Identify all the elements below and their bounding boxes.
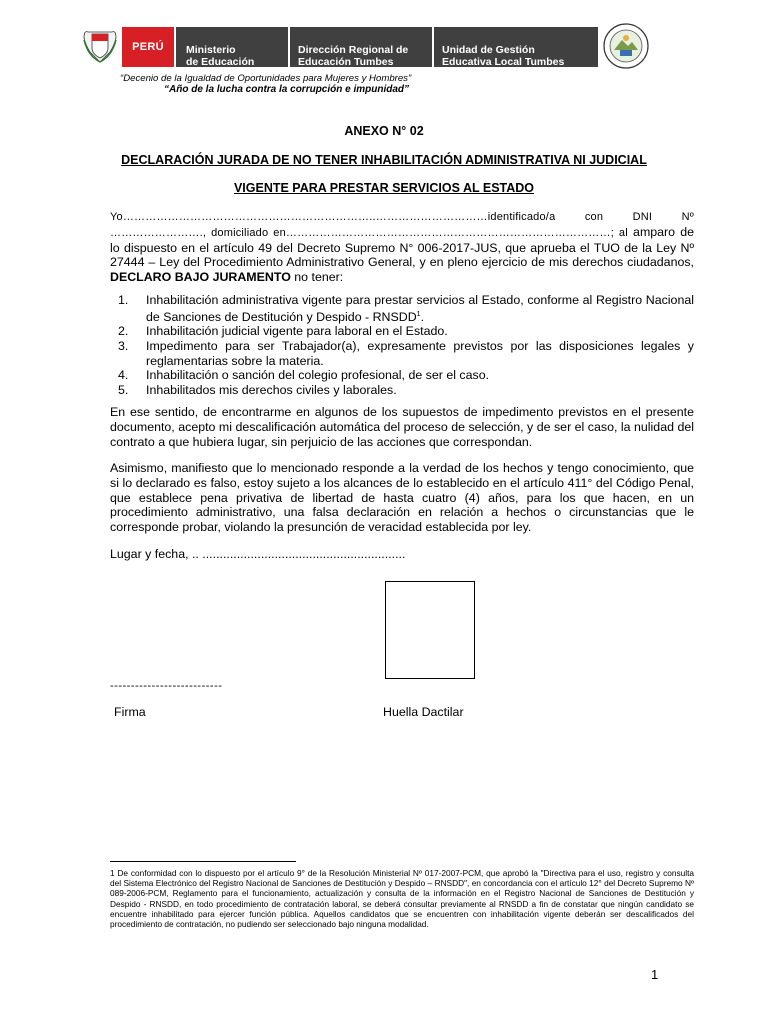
list-item-tail: . bbox=[420, 309, 425, 324]
list-item-text: Inhabilitación o sanción del colegio profesional, de ser el caso. bbox=[146, 368, 490, 383]
consequence-paragraph: En ese sentido, de encontrarme en algunos de los supuestos de impedimento previstos en el presente documento, acepto mi descalificación automática del proceso de selección, y de ser el caso, la nulidad del contrato a que hubiera lugar, sin perjuicio de las acciones que correspondan. bbox=[110, 405, 694, 449]
list-item-number: 2. bbox=[118, 324, 129, 339]
header-box-direccion bbox=[290, 27, 432, 67]
peru-shield-icon bbox=[80, 26, 120, 66]
header-box-ministerio-line1: Ministerio bbox=[186, 44, 236, 56]
signature-line: --------------------------- bbox=[110, 680, 223, 692]
list-item-number: 1. bbox=[118, 293, 129, 307]
list-item bbox=[110, 383, 694, 398]
truthfulness-paragraph: Asimismo, manifiesto que lo mencionado responde a la verdad de los hechos y tengo conocimiento, que si lo declarado es falso, estoy sujeto a los alcances de lo establecido en el artículo 411° del Código Penal, que establece pena privativa de libertad de hasta cuatro (4) años, para los que hacen, en un procedimiento administrativo, una falsa declaración en relación a hechos o circunstancias que le corresponde probar, violando la presunción de veracidad establecida por ley. bbox=[110, 461, 694, 535]
motto-decenio: “Decenio de la Igualdad de Oportunidades para Mujeres y Hombres” bbox=[120, 73, 412, 84]
intro-declaration: DECLARO BAJO JURAMENTO bbox=[110, 270, 291, 285]
list-item-number: 4. bbox=[118, 368, 129, 383]
footnote-number: 1 bbox=[110, 868, 115, 878]
list-item bbox=[110, 339, 694, 368]
list-item bbox=[110, 368, 694, 383]
fingerprint-box bbox=[385, 581, 475, 679]
place-date-line: Lugar y fecha, .. ........................................................... bbox=[110, 547, 406, 561]
list-item-text: Impedimento para ser Trabajador(a), expresamente previstos por las disposiciones legales y reglamentarias sobre la materia. bbox=[146, 338, 694, 368]
header-box-direccion-line2: Educación Tumbes bbox=[298, 56, 394, 68]
document-subtitle-1: DECLARACIÓN JURADA DE NO TENER INHABILITACIÓN ADMINISTRATIVA NI JUDICIAL bbox=[121, 153, 647, 167]
list-item-number: 5. bbox=[118, 382, 129, 397]
header-box-ugel-line1: Unidad de Gestión bbox=[442, 44, 535, 56]
signature-label: Firma bbox=[114, 705, 146, 719]
intro-fill-in-line: Yo…………………………………………………………..…………………………identificado/a con DNI Nº ……………………., domiciliado en……………………………………………………………………………; al bbox=[110, 211, 694, 239]
footnote-ref: 1 bbox=[416, 310, 421, 318]
page-number: 1 bbox=[651, 967, 659, 982]
footnote bbox=[110, 868, 694, 929]
header-box-ministerio-line2: de Educación bbox=[186, 56, 255, 68]
list-item-text: Inhabilitados mis derechos civiles y laborales. bbox=[146, 382, 397, 397]
fingerprint-label: Huella Dactilar bbox=[383, 705, 464, 719]
list-item-text: Inhabilitación judicial vigente para laboral en el Estado. bbox=[146, 324, 448, 339]
peru-logo-label: PERÚ bbox=[122, 27, 174, 67]
list-item-text: Inhabilitación administrativa vigente para prestar servicios al Estado, conforme al Registro Nacional de Sanciones de Destitución y Despido - RNSDD bbox=[146, 293, 694, 324]
intro-paragraph bbox=[110, 209, 694, 285]
document-subtitle-2: VIGENTE PARA PRESTAR SERVICIOS AL ESTADO bbox=[233, 181, 535, 195]
header-box-direccion-line1: Dirección Regional de bbox=[298, 44, 409, 56]
motto-anio: “Año de la lucha contra la corrupción e impunidad” bbox=[164, 84, 410, 95]
footnote-separator bbox=[110, 861, 296, 862]
header-box-ministerio bbox=[176, 27, 288, 67]
list-item-number: 3. bbox=[118, 338, 129, 353]
ugel-seal-icon bbox=[602, 22, 650, 70]
intro-text: amparo de lo dispuesto en el artículo 49 del Decreto Supremo N° 006-2017-JUS, que aprueba el TUO de la Ley Nº 27444 – Ley del Procedimiento Administrativo General, y en pleno ejercicio de mis derechos ciudadanos, bbox=[110, 224, 694, 270]
footnote-text: De conformidad con lo dispuesto por el artículo 9° de la Resolución Ministerial Nº 017-2007-PCM, que aprobó la "Directiva para el uso, registro y consulta del Sistema Electrónico del Registro Nacional de Sanciones de Destitución y Despido – RNSDD", en concordancia con el artículo 12° del Decreto Supremo Nº 089-2006-PCM, Reglamento para el funcionamiento, actualización y consulta de la información en el Registro Nacional de Sanciones de Destitución y Despido - RNSDD, en todo procedimiento de contratación laboral, se deberá consultar previamente al RNSDD a fin de constatar que ningún candidato se encuentre inhabilitado para ejercer función pública. Aquellos candidatos que se encuentren con inhabilitación vigente deberán ser descalificados del procedimiento de contratación, no pudiendo ser seleccionado bajo ninguna modalidad. bbox=[110, 868, 694, 930]
document-title: ANEXO N° 02 bbox=[344, 124, 424, 138]
list-item bbox=[110, 324, 694, 339]
intro-ending: no tener: bbox=[294, 270, 344, 285]
header-box-ugel bbox=[434, 27, 598, 67]
list-item bbox=[110, 293, 694, 324]
declaration-list bbox=[110, 293, 694, 397]
header-box-ugel-line2: Educativa Local Tumbes bbox=[442, 56, 565, 68]
